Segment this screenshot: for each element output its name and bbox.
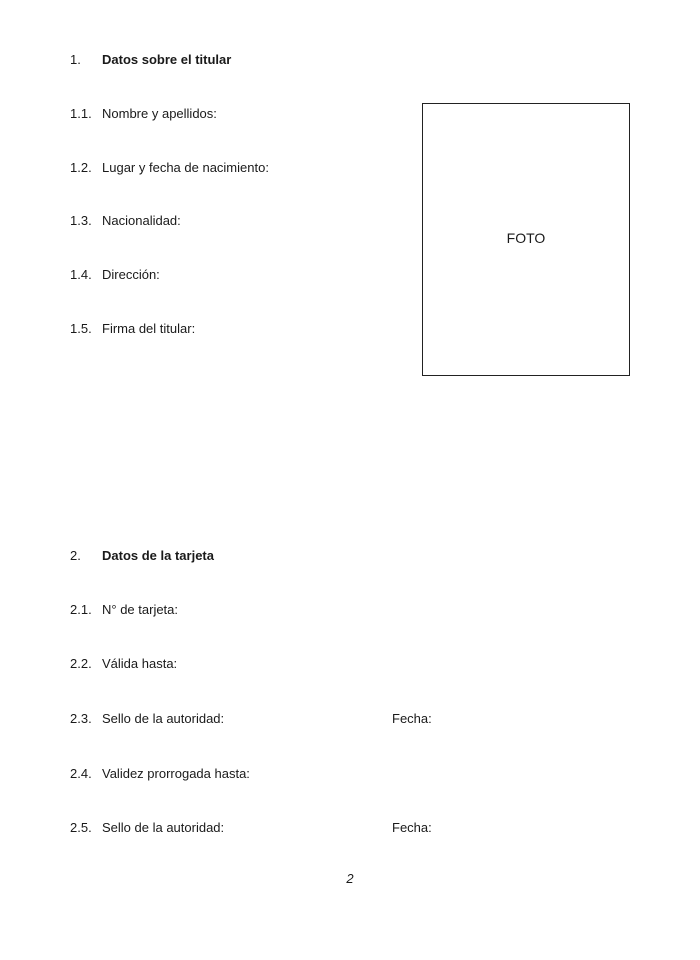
photo-box [422,103,630,376]
field-valida-hasta [70,656,177,671]
field-number: 2.3. [70,711,92,726]
field-label: Validez prorrogada hasta: [102,766,250,781]
field-number: 2.4. [70,766,92,781]
field-label: Válida hasta: [102,656,178,671]
field-label: N° de tarjeta: [102,602,179,617]
field-number: 1.2. [70,160,92,175]
field-validez-prorrogada [70,766,250,781]
field-firma-titular [70,321,195,336]
field-sello-autoridad-1 [70,711,224,726]
section-1-title: Datos sobre el titular [102,52,232,67]
field-label: Sello de la autoridad: [102,820,225,835]
field-number: 2.5. [70,820,92,835]
field-nombre [70,106,217,121]
field-number: 1.3. [70,213,92,228]
section-2-heading [70,548,214,563]
section-2-title: Datos de la tarjeta [102,548,214,563]
field-number: 1.5. [70,321,92,336]
field-label: Nombre y apellidos: [102,106,217,121]
field-fecha-1: Fecha: [392,711,432,726]
page-number: 2 [346,871,354,886]
field-number: 2.1. [70,602,92,617]
field-number: 2.2. [70,656,92,671]
field-label: Sello de la autoridad: [102,711,225,726]
field-nacionalidad [70,213,181,228]
section-2-number: 2. [70,548,81,563]
field-direccion [70,267,160,282]
field-label: Nacionalidad: [102,213,181,228]
field-label: Lugar y fecha de nacimiento: [102,160,269,175]
field-number: 1.1. [70,106,92,121]
field-number: 1.4. [70,267,92,282]
field-lugar-fecha-nacimiento [70,160,269,175]
field-numero-tarjeta [70,602,178,617]
field-sello-autoridad-2 [70,820,224,835]
field-fecha-2: Fecha: [392,820,432,835]
field-label: Dirección: [102,267,160,282]
section-1-heading [70,52,231,67]
field-label: Firma del titular: [102,321,196,336]
section-1-number: 1. [70,52,81,67]
photo-label: FOTO [506,230,546,246]
